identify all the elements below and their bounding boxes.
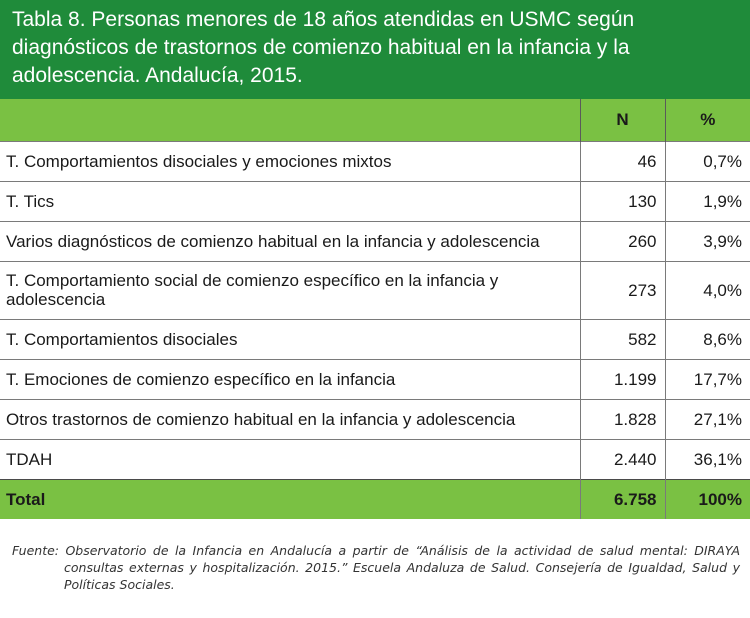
row-label: Varios diagnósticos de comienzo habitual en la infancia y adolescencia [0, 221, 580, 261]
row-pct: 8,6% [665, 319, 750, 359]
row-pct: 27,1% [665, 399, 750, 439]
table-row [0, 181, 750, 221]
table-row [0, 439, 750, 479]
row-label: T. Tics [0, 181, 580, 221]
table-row [0, 261, 750, 319]
row-label: T. Emociones de comienzo específico en la infancia [0, 359, 580, 399]
row-pct: 1,9% [665, 181, 750, 221]
total-n: 6.758 [580, 479, 665, 519]
row-label: T. Comportamientos disociales [0, 319, 580, 359]
row-n: 582 [580, 319, 665, 359]
row-n: 130 [580, 181, 665, 221]
source-note: Fuente: Observatorio de la Infancia en Andalucía a partir de “Análisis de la actividad de salud mental: DIRAYA consultas externas y hospitalización. 2015.” Escuela Andaluza de Salud. Consejería de Igualdad, Salud y Políticas Sociales. [12, 543, 740, 592]
total-row [0, 479, 750, 519]
table-row [0, 221, 750, 261]
data-table [0, 99, 750, 519]
table-title: Tabla 8. Personas menores de 18 años atendidas en USMC según diagnósticos de trastornos de comienzo habitual en la infancia y la adolescencia. Andalucía, 2015. [0, 0, 750, 99]
table-row [0, 141, 750, 181]
row-pct: 0,7% [665, 141, 750, 181]
table-row [0, 399, 750, 439]
row-n: 2.440 [580, 439, 665, 479]
header-n: N [580, 99, 665, 141]
row-label: T. Comportamiento social de comienzo específico en la infancia y adolescencia [0, 261, 580, 319]
row-n: 273 [580, 261, 665, 319]
row-label: TDAH [0, 439, 580, 479]
row-pct: 36,1% [665, 439, 750, 479]
row-n: 1.199 [580, 359, 665, 399]
row-n: 260 [580, 221, 665, 261]
header-pct: % [665, 99, 750, 141]
table-row [0, 359, 750, 399]
total-pct: 100% [665, 479, 750, 519]
row-pct: 4,0% [665, 261, 750, 319]
row-n: 46 [580, 141, 665, 181]
row-pct: 17,7% [665, 359, 750, 399]
row-label: T. Comportamientos disociales y emociones mixtos [0, 141, 580, 181]
header-label [0, 99, 580, 141]
table-header-row [0, 99, 750, 141]
row-pct: 3,9% [665, 221, 750, 261]
table-row [0, 319, 750, 359]
row-label: Otros trastornos de comienzo habitual en la infancia y adolescencia [0, 399, 580, 439]
total-label: Total [0, 479, 580, 519]
row-n: 1.828 [580, 399, 665, 439]
